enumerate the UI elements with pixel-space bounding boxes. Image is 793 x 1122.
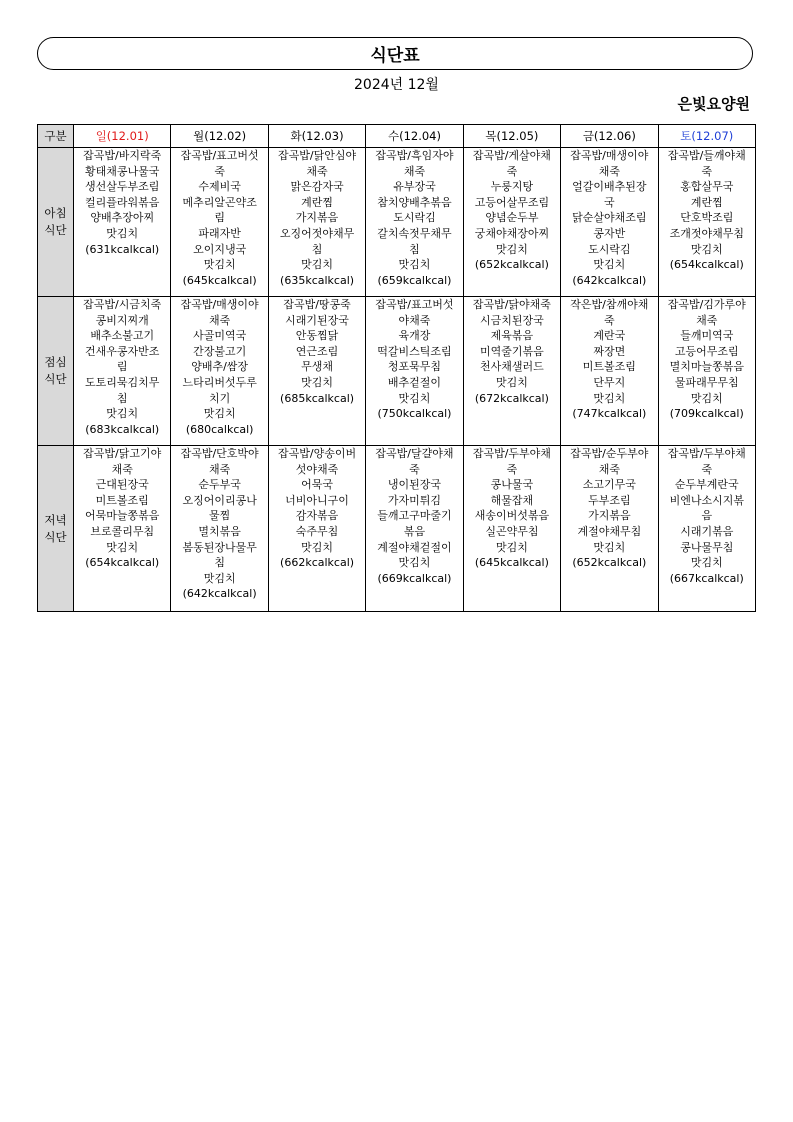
menu-item: 림 (116, 360, 128, 374)
menu-item: (652kcalkcal) (474, 258, 549, 272)
menu-item: 잡곡밥/두부야채 (667, 447, 746, 460)
menu-cell-thu (463, 297, 560, 446)
meal-label (38, 297, 74, 446)
menu-item: 맛김치 (690, 242, 723, 256)
menu-item: 잡곡밥/표고버섯 (375, 298, 454, 311)
day-header-mon: 월(12.02) (171, 125, 268, 148)
menu-item: 참치양배추볶음 (377, 195, 452, 209)
menu-item: 계란찜 (301, 195, 333, 209)
menu-item: (662kcalkcal) (280, 556, 355, 570)
menu-item: (635kcalkcal) (280, 273, 355, 287)
menu-item: 파래자반 (198, 226, 241, 240)
menu-item: 비엔나소시지볶 (669, 493, 744, 507)
menu-item: 채죽 (598, 164, 620, 178)
day-header-wed: 수(12.04) (366, 125, 463, 148)
menu-item: 채죽 (111, 462, 133, 476)
menu-cell-tue (268, 297, 365, 446)
menu-cell-sat (658, 148, 755, 297)
menu-item: 멸치마늘쫑볶음 (669, 360, 744, 374)
menu-item: 짜장면 (593, 344, 626, 358)
menu-item: 죽 (214, 164, 225, 178)
menu-item: 죽 (506, 164, 518, 178)
menu-item: 시래기된장국 (285, 313, 349, 327)
menu-item: 죽 (506, 462, 518, 476)
menu-item: (652kcalkcal) (572, 556, 647, 570)
menu-cell-fri (561, 148, 658, 297)
menu-item: 잡곡밥/들깨야채 (667, 149, 746, 162)
menu-item: (654kcalkcal) (669, 258, 744, 272)
menu-item: 맛김치 (106, 226, 139, 240)
menu-item: 가지볶음 (588, 509, 631, 523)
menu-item: 간장불고기 (193, 344, 247, 358)
menu-item: 맛김치 (593, 391, 626, 405)
menu-item: 숙주무침 (295, 524, 339, 538)
menu-item: (747kcalkcal) (572, 407, 647, 421)
menu-item: 죽 (409, 462, 420, 476)
menu-item: 고등어살무조림 (474, 195, 550, 209)
menu-item: (709kcalkcal) (669, 407, 744, 421)
menu-item: 오징어이리콩나 (182, 493, 257, 507)
menu-item: 순두부국 (198, 478, 241, 492)
menu-item: 도토리묵김치무 (85, 375, 160, 389)
menu-item: 잡곡밥/단호박야 (180, 447, 259, 460)
menu-cell-wed (366, 148, 463, 297)
menu-item: 콩나물무침 (680, 540, 734, 554)
menu-item: 갈치속젓무채무 (377, 226, 452, 240)
menu-item: 잡곡밥/달걀야채 (375, 447, 454, 460)
menu-item: 물찜 (209, 509, 231, 523)
menu-item: 들깨고구마줄기 (377, 509, 452, 523)
menu-item: 맛김치 (398, 258, 431, 272)
menu-item: 잡곡밥/흑임자야 (375, 149, 454, 162)
menu-item: 오징어젓야채무 (279, 226, 355, 240)
menu-cell-thu (463, 446, 560, 612)
menu-item: 사골미역국 (193, 329, 247, 343)
menu-item: 잡곡밥/닭안심야 (278, 149, 357, 162)
menu-cell-tue (268, 148, 365, 297)
menu-cell-sun (74, 297, 171, 446)
menu-item: 배추겉절이 (387, 375, 442, 389)
menu-item: 들깨미역국 (680, 329, 734, 343)
lunch-row (38, 297, 756, 446)
menu-item: 야채죽 (398, 313, 431, 327)
menu-item: 잡곡밥/시금치죽 (83, 298, 162, 311)
menu-cell-sun (74, 148, 171, 297)
menu-item: 오이지냉국 (193, 242, 247, 256)
menu-item: 맛김치 (301, 258, 333, 272)
menu-item: (659kcalkcal) (377, 273, 452, 287)
menu-item: 너비아니구이 (285, 493, 349, 507)
menu-item: 잡곡밥/바지락죽 (83, 149, 162, 162)
menu-cell-sun (74, 446, 171, 612)
menu-item: (750kcalkcal) (377, 407, 452, 421)
menu-item: 맛김치 (495, 540, 528, 554)
menu-item: (685kcalkcal) (280, 391, 355, 405)
menu-item: 맛김치 (398, 556, 431, 570)
menu-item: 잡곡밥/양송이버 (278, 447, 357, 460)
menu-item: 맛김치 (495, 242, 528, 256)
menu-item: 맑은감자국 (290, 180, 344, 194)
menu-cell-mon (171, 446, 268, 612)
menu-item: 닭순살야채조림 (572, 211, 647, 225)
menu-item: 잡곡밥/매생이야 (180, 298, 259, 311)
menu-item: 맛김치 (495, 375, 528, 389)
menu-item: 계란국 (593, 329, 626, 343)
menu-item: 맛김치 (593, 258, 626, 272)
menu-item: 채죽 (696, 313, 718, 327)
menu-item: 순두부계란국 (674, 478, 739, 492)
menu-item: 잡곡밥/두부야채 (472, 447, 551, 460)
menu-item: 어묵국 (301, 478, 333, 492)
menu-item: 채죽 (403, 164, 426, 178)
menu-item: 배추소불고기 (90, 329, 155, 343)
day-header-sat: 토(12.07) (658, 125, 755, 148)
menu-item: 맛김치 (690, 556, 723, 570)
meal-label-line: 식단 (44, 529, 67, 544)
menu-cell-fri (561, 446, 658, 612)
menu-item: (654kcalkcal) (85, 556, 160, 570)
menu-item: 메추리알곤약조 (182, 195, 257, 209)
menu-item: 국 (604, 195, 615, 209)
menu-item: 맛김치 (398, 391, 431, 405)
menu-item: 조개젓야채무침 (669, 226, 744, 240)
menu-item: 맛김치 (106, 540, 139, 554)
menu-item: 도시락김 (588, 242, 631, 256)
menu-item: 건새우콩자반조 (85, 344, 160, 358)
day-header-sun: 일(12.01) (74, 125, 171, 148)
menu-item: 계절야채겉절이 (377, 540, 452, 554)
menu-item: 제육볶음 (490, 329, 534, 343)
menu-item: 콩자반 (593, 226, 626, 240)
meal-label (38, 446, 74, 612)
menu-item: 황태채콩나물국 (85, 164, 160, 178)
menu-item: 무생채 (301, 360, 333, 374)
menu-item: 청포묵무침 (387, 360, 442, 374)
menu-item: 안동찜닭 (295, 329, 339, 343)
day-header-thu: 목(12.05) (463, 125, 560, 148)
meal-label-line: 저녁 (44, 512, 67, 527)
menu-item: 림 (214, 211, 225, 225)
menu-item: 두부조림 (588, 493, 631, 507)
menu-cell-sat (658, 297, 755, 446)
menu-item: 홍합살무국 (680, 180, 734, 194)
menu-item: 유부장국 (393, 180, 436, 194)
menu-item: 고등어무조림 (674, 344, 739, 358)
menu-item: (672kcalkcal) (474, 391, 549, 405)
header-row (38, 125, 756, 148)
menu-item: 잡곡밥/김가루야 (667, 298, 746, 311)
menu-item: 연근조림 (295, 344, 339, 358)
menu-item: 잡곡밥/표고버섯 (180, 149, 259, 162)
menu-item: 채죽 (598, 462, 620, 476)
menu-item: 궁채야채장아찌 (474, 226, 550, 240)
menu-item: (683kcalkcal) (85, 422, 160, 436)
menu-item: 볶음 (403, 524, 426, 538)
month-subtitle: 2024년 12월 (354, 77, 439, 93)
menu-item: (631kcalkcal) (85, 242, 160, 256)
page-title: 식단표 (37, 37, 753, 70)
menu-item: 실곤약무침 (485, 524, 539, 538)
menu-item: (680calkcal) (185, 422, 254, 436)
menu-item: 생선살두부조림 (85, 180, 160, 194)
menu-item: 채죽 (209, 313, 231, 327)
menu-item: (645kcalkcal) (474, 556, 549, 570)
menu-item: (642kcalkcal) (572, 273, 647, 287)
menu-item: 맛김치 (203, 258, 236, 272)
menu-item: 해물잡채 (490, 493, 534, 507)
menu-item: 가지볶음 (295, 211, 339, 225)
menu-cell-thu (463, 148, 560, 297)
menu-item: 떡갈비스틱조림 (377, 344, 452, 358)
menu-item: 양념순두부 (485, 211, 539, 225)
menu-item: 시래기볶음 (680, 524, 734, 538)
menu-item: 감자볶음 (295, 509, 339, 523)
menu-item: 물파래무무침 (674, 375, 739, 389)
menu-item: 도시락김 (393, 211, 436, 225)
menu-item: 콩비지찌개 (95, 313, 149, 327)
menu-item: 맛김치 (203, 407, 236, 421)
menu-item: 침 (116, 391, 128, 405)
menu-item: 느타리버섯두루 (182, 375, 257, 389)
menu-item: 침 (311, 242, 323, 256)
meal-label-line: 식단 (44, 372, 67, 386)
menu-item: 계절야채무침 (577, 524, 642, 538)
menu-cell-wed (366, 446, 463, 612)
meal-label-line: 식단 (44, 223, 67, 237)
menu-item: 채죽 (306, 164, 328, 178)
menu-item: 맛김치 (203, 571, 236, 585)
menu-item: 누룽지탕 (490, 180, 534, 194)
menu-item: (642kcalkcal) (182, 587, 257, 601)
menu-item: 죽 (701, 164, 713, 178)
menu-item: 섯야채죽 (295, 462, 339, 476)
menu-item: 죽 (604, 313, 615, 327)
menu-item: 봄동된장나물무 (182, 540, 257, 554)
menu-item: 천사채샐러드 (480, 360, 544, 374)
meal-label-line: 아침 (44, 206, 67, 220)
menu-item: 새송이버섯볶음 (474, 509, 550, 523)
day-header-fri: 금(12.06) (561, 125, 658, 148)
menu-item: 잡곡밥/닭야채죽 (472, 298, 551, 311)
menu-cell-mon (171, 148, 268, 297)
menu-item: 잡곡밥/게살야채 (472, 149, 551, 162)
menu-item: 맛김치 (301, 375, 333, 389)
day-header-tue: 화(12.03) (268, 125, 365, 148)
menu-item: 죽 (701, 462, 713, 476)
facility-name: 은빛요양원 (677, 95, 750, 113)
menu-item: 미트볼조림 (582, 360, 636, 374)
menu-item: 맛김치 (301, 540, 333, 554)
menu-item: 단무지 (593, 375, 626, 389)
dinner-row (38, 446, 756, 612)
menu-item: (667kcalkcal) (669, 571, 744, 585)
corner-header: 구분 (38, 125, 74, 148)
menu-cell-tue (268, 446, 365, 612)
menu-item: 맛김치 (106, 407, 139, 421)
menu-item: (645kcalkcal) (182, 273, 257, 287)
menu-item: 콩나물국 (490, 478, 534, 492)
menu-item: 계란찜 (690, 195, 723, 209)
menu-item: 잡곡밥/순두부야 (570, 447, 649, 460)
menu-item: 맛김치 (593, 540, 626, 554)
meal-label (38, 148, 74, 297)
menu-cell-mon (171, 297, 268, 446)
menu-item: 시금치된장국 (480, 313, 544, 327)
meal-label-line: 점심 (44, 355, 67, 369)
menu-item: 얼갈이배추된장 (572, 180, 647, 194)
menu-item: 육개장 (398, 329, 431, 343)
menu-item: 잡곡밥/매생이야 (570, 149, 649, 162)
menu-cell-sat (658, 446, 755, 612)
menu-cell-fri (561, 297, 658, 446)
menu-item: 잡곡밥/땅콩죽 (283, 298, 351, 311)
menu-item: 침 (214, 556, 225, 570)
menu-item: 양배추/쌈장 (191, 360, 249, 374)
menu-item: 음 (701, 509, 713, 523)
menu-item: 수제비국 (198, 180, 241, 194)
menu-item: 컬리플라워볶음 (85, 195, 160, 209)
menu-item: 맛김치 (690, 391, 723, 405)
menu-item: 어묵마늘쫑볶음 (85, 509, 160, 523)
menu-item: 양배추장아찌 (90, 211, 155, 225)
menu-item: 근대된장국 (95, 478, 149, 492)
menu-item: 잡곡밥/닭고기야 (83, 447, 162, 460)
menu-item: 냉이된장국 (387, 478, 442, 492)
menu-item: 단호박조림 (680, 211, 734, 225)
meal-plan-table (37, 124, 756, 612)
menu-item: 작은밥/참깨야채 (570, 298, 649, 311)
menu-item: 브로콜리무침 (90, 524, 155, 538)
menu-item: 미트볼조림 (95, 493, 149, 507)
menu-item: 치기 (209, 391, 231, 405)
menu-item: 소고기무국 (582, 478, 636, 492)
menu-item: 멸치볶음 (198, 524, 241, 538)
menu-item: (669kcalkcal) (377, 571, 452, 585)
menu-cell-wed (366, 297, 463, 446)
breakfast-row (38, 148, 756, 297)
menu-item: 침 (409, 242, 420, 256)
menu-item: 가자미튀김 (387, 493, 442, 507)
menu-item: 채죽 (209, 462, 231, 476)
menu-item: 미역줄기볶음 (480, 344, 544, 358)
